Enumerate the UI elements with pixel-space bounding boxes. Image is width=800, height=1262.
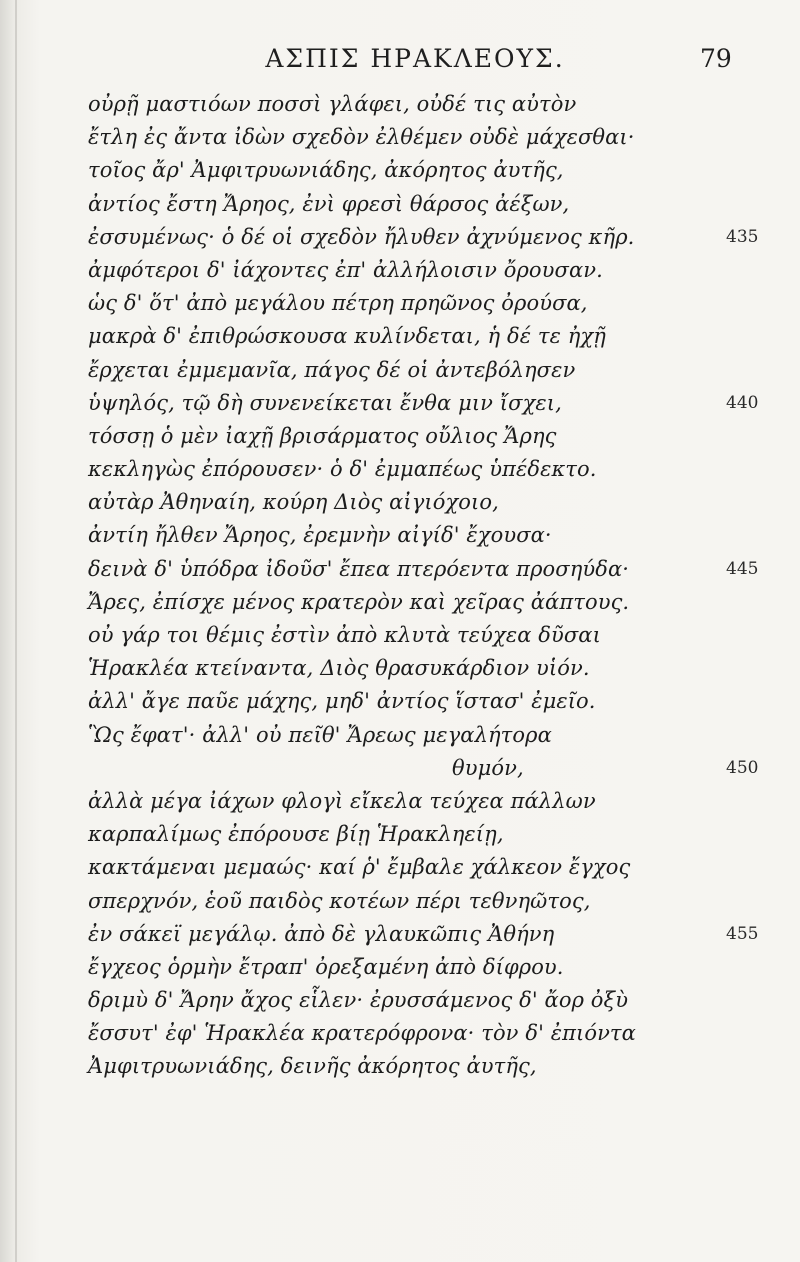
verse-text: τόσσῃ ὁ μὲν ἰαχῇ βρισάρματος οὔλιος Ἄρης: [88, 423, 557, 448]
verse-text: κεκληγὼς ἐπόρουσεν· ὁ δ' ἐμμαπέως ὑπέδεκτο.: [88, 457, 597, 482]
verse-line: [36, 88, 776, 121]
verse-line: [36, 685, 776, 718]
verse-text: Ἀμφιτρυωνιάδης, δεινῆς ἀκόρητος ἀυτῆς,: [88, 1054, 537, 1079]
line-number: 445: [726, 558, 759, 579]
verse-text: ἐσσυμένως· ὁ δέ οἱ σχεδὸν ἤλυθεν ἀχνύμενος κῆρ.: [88, 224, 635, 249]
verse-line: [36, 1017, 776, 1050]
verse-text: καρπαλίμως ἐπόρουσε βίῃ Ἡρακληείῃ,: [88, 822, 504, 847]
verse-text: οὐ γάρ τοι θέμις ἐστὶν ἀπὸ κλυτὰ τεύχεα δῦσαι: [88, 623, 601, 647]
verse-text: ἔρχεται ἐμμεμανῖα, πάγος δέ οἱ ἀντεβόλησεν: [88, 357, 576, 382]
page-header: [0, 44, 800, 78]
verse-line: [36, 885, 776, 918]
verse-line: [36, 453, 776, 486]
verse-line: [36, 121, 776, 154]
line-number: 455: [726, 923, 759, 944]
verse-line: [36, 652, 776, 685]
verse-line: [36, 851, 776, 884]
verse-text: αὐτὰρ Ἀθηναίη, κούρη Διὸς αἰγιόχοιο,: [88, 490, 499, 515]
line-number: 435: [726, 226, 759, 247]
verse-text: ἔτλη ἐς ἄντα ἰδὼν σχεδὸν ἐλθέμεν οὐδὲ μάχεσθαι·: [88, 125, 635, 150]
verse-text: ἔγχεος ὁρμὴν ἔτραπ' ὀρεξαμένη ἀπὸ δίφρου.: [88, 954, 564, 979]
verse-line: [36, 752, 776, 785]
verse-line: [36, 918, 776, 951]
verse-line: [36, 320, 776, 353]
verse-line: [36, 785, 776, 818]
verse-text: δριμὺ δ' Ἄρην ἄχος εἷλεν· ἐρυσσάμενος δ' ἄορ ὀξὺ: [88, 988, 629, 1013]
verse-line: [36, 486, 776, 519]
verse-text: ἀλλ' ἄγε παῦε μάχης, μηδ' ἀντίος ἵστασ' ἐμεῖο.: [88, 689, 596, 714]
verse-line: [36, 287, 776, 320]
verse-line: [36, 154, 776, 187]
verse-line: [36, 619, 776, 652]
verse-text: ἐν σάκεϊ μεγάλῳ. ἀπὸ δὲ γλαυκῶπις Ἀθήνη: [88, 921, 555, 946]
verse-line: [36, 586, 776, 619]
verse-text: ὑψηλός, τῷ δὴ συνενείκεται ἔνθα μιν ἴσχει,: [88, 390, 562, 415]
verse-line: [36, 221, 776, 254]
verse-text: μακρὰ δ' ἐπιθρώσκουσα κυλίνδεται, ἡ δέ τε ἠχῇ: [88, 324, 606, 349]
verse-line: [36, 951, 776, 984]
verse-text-block: [36, 88, 776, 1084]
verse-line: [36, 519, 776, 552]
verse-line: [36, 354, 776, 387]
verse-line: [36, 553, 776, 586]
verse-text: ἀντίος ἔστη Ἄρηος, ἐνὶ φρεσὶ θάρσος ἀέξων,: [88, 191, 570, 216]
line-number: 440: [726, 392, 759, 413]
running-head: ΑΣΠΙΣ ΗΡΑΚΛΕΟΥΣ.: [265, 44, 565, 73]
verse-line: [36, 984, 776, 1017]
verse-text: ὡς δ' ὅτ' ἀπὸ μεγάλου πέτρη πρηῶνος ὀρούσα,: [88, 291, 588, 316]
verse-text: ἀλλὰ μέγα ἰάχων φλογὶ εἴκελα τεύχεα πάλλων: [88, 788, 596, 813]
verse-line: [36, 818, 776, 851]
verse-text: κακτάμεναι μεμαώς· καί ῥ' ἔμβαλε χάλκεον ἔγχος: [88, 855, 631, 880]
verse-text: θυμόν,: [452, 755, 524, 780]
verse-line: [36, 420, 776, 453]
verse-text: δεινὰ δ' ὑπόδρα ἰδοῦσ' ἔπεα πτερόεντα προσηύδα·: [88, 556, 630, 581]
verse-line: [36, 188, 776, 221]
verse-line: [36, 1050, 776, 1083]
verse-text: τοῖος ἄρ' Ἀμφιτρυωνιάδης, ἀκόρητος ἀυτῆς,: [88, 158, 564, 183]
verse-line: [36, 719, 776, 752]
verse-text: Ὣς ἔφατ'· ἀλλ' οὐ πεῖθ' Ἄρεως μεγαλήτορα: [88, 722, 552, 747]
page-number: 79: [700, 44, 732, 73]
verse-text: ἀμφότεροι δ' ἰάχοντες ἐπ' ἀλλήλοισιν ὄρουσαν.: [88, 257, 603, 282]
verse-text: σπερχνόν, ἑοῦ παιδὸς κοτέων πέρι τεθνηῶτος,: [88, 888, 591, 913]
verse-text: οὐρῇ μαστιόων ποσσὶ γλάφει, οὐδέ τις αὐτὸν: [88, 92, 577, 116]
verse-text: Ἡρακλέα κτείναντα, Διὸς θρασυκάρδιον υἱόν.: [88, 656, 590, 681]
verse-text: ἀντίη ἤλθεν Ἄρηος, ἐρεμνὴν αἰγίδ' ἔχουσα·: [88, 523, 552, 548]
line-number: 450: [726, 757, 759, 778]
verse-text: ἔσσυτ' ἐφ' Ἡρακλέα κρατερόφρονα· τὸν δ' ἐπιόντα: [88, 1021, 636, 1046]
verse-line: [36, 254, 776, 287]
verse-text: Ἄρες, ἐπίσχε μένος κρατερὸν καὶ χεῖρας ἀάπτους.: [88, 589, 630, 614]
verse-line: [36, 387, 776, 420]
page-gutter: [15, 0, 17, 1262]
